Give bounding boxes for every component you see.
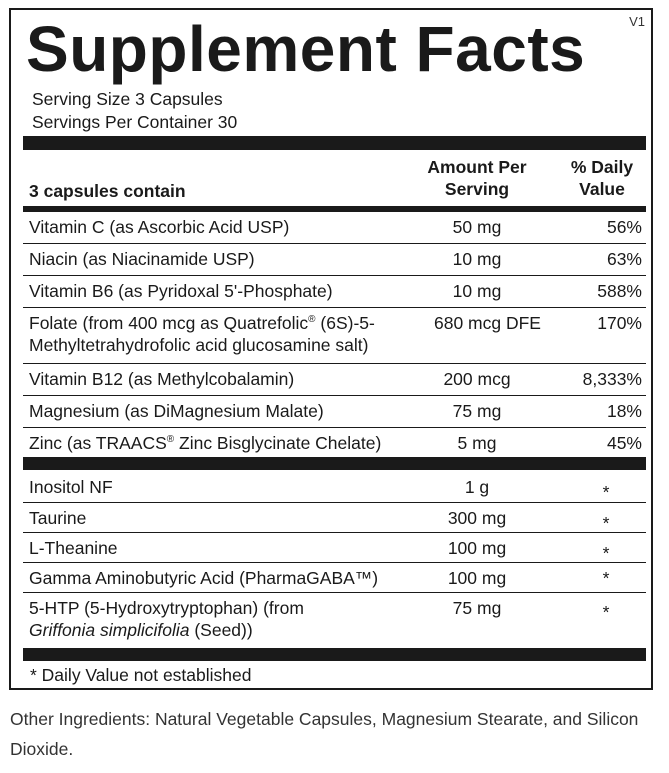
table-row [23, 593, 646, 648]
folate-name-part2: (6S)-5- [315, 313, 375, 333]
table-row [23, 563, 646, 593]
ingredient-amount: 100 mg [447, 568, 507, 588]
table-row [23, 472, 646, 503]
header-contain: 3 capsules contain [29, 181, 186, 201]
nutrient-name: Vitamin B12 (as Methylcobalamin) [29, 369, 295, 389]
table-row [23, 533, 646, 563]
ingredient-name: Gamma Aminobutyric Acid (PharmaGABA™) [29, 568, 379, 588]
table-row [23, 396, 646, 428]
table-row [23, 244, 646, 276]
serving-size: Serving Size 3 Capsules [32, 89, 223, 109]
nutrient-name: Vitamin B6 (as Pyridoxal 5'-Phosphate) [29, 281, 333, 301]
folate-name-line2: Methyltetrahydrofolic acid glucosamine salt) [29, 335, 369, 355]
ingredient-amount: 75 mg [452, 598, 502, 618]
zinc-name-part2: Zinc Bisglycinate Chelate) [174, 433, 382, 453]
nutrient-dv: 63% [606, 249, 642, 269]
nutrient-amount: 10 mg [452, 249, 502, 269]
ingredient-dv: * [602, 568, 610, 588]
registered-mark: ® [166, 434, 175, 446]
htp-name-rest: (Seed)) [189, 620, 253, 640]
other-ingredients: Other Ingredients: Natural Vegetable Capsules, Magnesium Stearate, and Silicon Dioxide. [10, 709, 639, 759]
table-row [23, 212, 646, 244]
table-row [23, 276, 646, 308]
nutrient-amount: 50 mg [452, 217, 502, 237]
ingredient-amount: 1 g [464, 477, 490, 497]
header-amount-line1: Amount Per [427, 157, 527, 177]
nutrient-dv: 56% [606, 217, 642, 237]
table-header [23, 150, 646, 208]
servings-per-container: Servings Per Container 30 [32, 112, 238, 132]
nutrient-name: Niacin (as Niacinamide USP) [29, 249, 255, 269]
nutrient-amount: 75 mg [452, 401, 502, 421]
table-row [23, 428, 646, 455]
ingredient-name: L-Theanine [29, 538, 118, 558]
nutrient-dv: 588% [597, 281, 642, 301]
table-row [23, 308, 646, 364]
thick-divider-middle [23, 457, 646, 470]
table-row [23, 503, 646, 533]
nutrient-amount: 680 mcg DFE [434, 313, 541, 333]
registered-mark: ® [308, 314, 316, 326]
nutrient-dv: 18% [606, 401, 642, 421]
zinc-name-part1: Zinc (as TRAACS [29, 433, 167, 453]
header-dv-line2: Value [579, 179, 625, 199]
nutrient-name: Vitamin C (as Ascorbic Acid USP) [29, 217, 290, 237]
htp-name-italic: Griffonia simplicifolia [29, 620, 190, 640]
serving-info [32, 88, 237, 134]
header-amount [421, 156, 533, 200]
ingredient-name [29, 597, 304, 641]
nutrient-dv: 170% [597, 313, 642, 333]
ingredient-dv: * [602, 513, 610, 533]
header-amount-line2: Serving [444, 179, 510, 199]
ingredient-name: Taurine [29, 508, 87, 528]
thick-divider-top [23, 136, 646, 150]
ingredient-dv: * [602, 482, 610, 502]
ingredient-name: Inositol NF [29, 477, 113, 497]
footnote: * Daily Value not established [30, 665, 252, 685]
ingredient-amount: 300 mg [447, 508, 507, 528]
table-row [23, 364, 646, 396]
htp-name-line1: 5-HTP (5-Hydroxytryptophan) (from [29, 598, 304, 618]
nutrient-amount: 10 mg [452, 281, 502, 301]
ingredient-dv: * [602, 543, 610, 563]
folate-name-part1: Folate (from 400 mcg as Quatrefolic [29, 313, 309, 333]
ingredient-amount: 100 mg [447, 538, 507, 558]
nutrient-dv: 8,333% [582, 369, 642, 389]
nutrient-name [29, 432, 381, 454]
nutrient-dv: 45% [606, 433, 642, 453]
nutrient-amount: 200 mcg [443, 369, 511, 389]
header-dv-line1: % Daily [570, 157, 634, 177]
version-label: V1 [629, 14, 645, 29]
panel-title: Supplement Facts [26, 13, 586, 85]
ingredient-dv: * [602, 602, 610, 622]
nutrient-amount: 5 mg [457, 433, 497, 453]
nutrient-name: Magnesium (as DiMagnesium Malate) [29, 401, 324, 421]
header-daily-value [562, 156, 642, 200]
thick-divider-bottom [23, 648, 646, 661]
nutrient-name [29, 312, 375, 356]
